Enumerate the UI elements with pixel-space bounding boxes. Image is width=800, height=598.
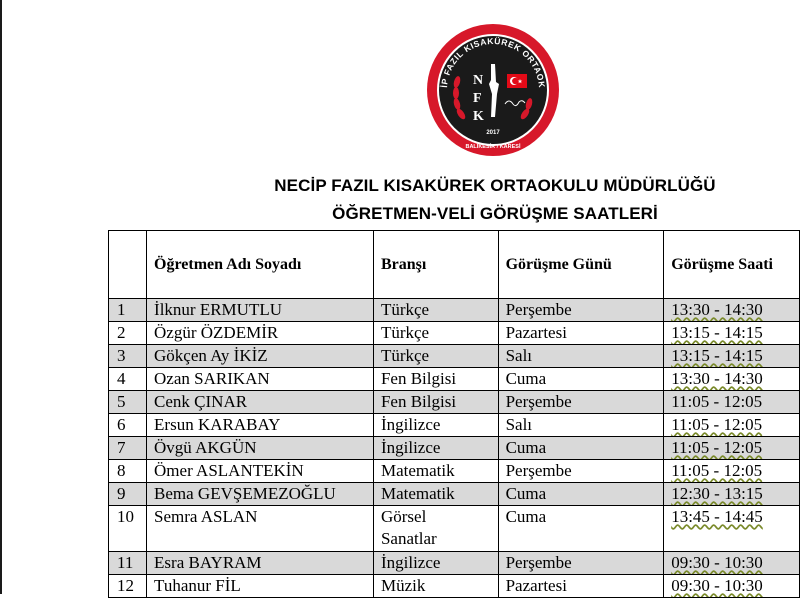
school-directorate-title: NECİP FAZIL KISAKÜREK ORTAOKULU MÜDÜRLÜĞÜ — [274, 176, 716, 195]
meeting-time — [664, 483, 800, 506]
svg-text:BALIKESİR / KARESİ: BALIKESİR / KARESİ — [465, 144, 521, 150]
teacher-branch: Müzik — [373, 575, 498, 598]
teacher-branch: Matematik — [373, 460, 498, 483]
meeting-time-text: 11:05 - 12:05 — [671, 461, 763, 480]
meeting-time-text: 11:05 - 12:05 — [671, 392, 763, 411]
teacher-branch: Türkçe — [373, 299, 498, 322]
row-number: 10 — [109, 506, 147, 552]
meeting-time — [664, 506, 800, 552]
table-row — [109, 391, 800, 414]
teacher-name: Ömer ASLANTEKİN — [147, 460, 374, 483]
teacher-branch: Matematik — [373, 483, 498, 506]
row-number: 11 — [109, 552, 147, 575]
teacher-name: Övgü AKGÜN — [147, 437, 374, 460]
teacher-branch: Türkçe — [373, 322, 498, 345]
table-row — [109, 506, 800, 552]
meeting-time-text: 09:30 - 10:30 — [671, 553, 763, 572]
table-row — [109, 368, 800, 391]
teacher-branch: Fen Bilgisi — [373, 391, 498, 414]
meeting-time-text: 13:30 - 14:30 — [671, 369, 763, 388]
table-row — [109, 414, 800, 437]
meeting-day: Perşembe — [498, 299, 664, 322]
meeting-day: Perşembe — [498, 460, 664, 483]
teacher-name: Ersun KARABAY — [147, 414, 374, 437]
meeting-day: Pazartesi — [498, 575, 664, 598]
meeting-time — [664, 460, 800, 483]
svg-text:F: F — [473, 91, 482, 106]
row-number: 6 — [109, 414, 147, 437]
meeting-time-text: 13:15 - 14:15 — [671, 323, 763, 342]
row-number: 5 — [109, 391, 147, 414]
svg-text:K: K — [473, 109, 484, 124]
teacher-branch: İngilizce — [373, 437, 498, 460]
meeting-day: Cuma — [498, 437, 664, 460]
meeting-day: Salı — [498, 414, 664, 437]
teacher-name: Özgür ÖZDEMİR — [147, 322, 374, 345]
page-left-border — [0, 0, 2, 594]
table-row — [109, 483, 800, 506]
table-header-row — [109, 231, 800, 299]
column-header-teacher: Öğretmen Adı Soyadı — [147, 231, 374, 299]
teacher-name: İlknur ERMUTLU — [147, 299, 374, 322]
table-row — [109, 437, 800, 460]
meeting-day: Salı — [498, 345, 664, 368]
row-number: 2 — [109, 322, 147, 345]
meeting-time-text: 13:45 - 14:45 — [671, 507, 763, 526]
table-row — [109, 575, 800, 598]
row-number: 3 — [109, 345, 147, 368]
svg-text:2017: 2017 — [486, 130, 500, 136]
teacher-name: Esra BAYRAM — [147, 552, 374, 575]
meeting-day: Cuma — [498, 368, 664, 391]
teacher-branch: İngilizce — [373, 552, 498, 575]
meeting-time — [664, 368, 800, 391]
table-row — [109, 460, 800, 483]
row-number: 12 — [109, 575, 147, 598]
meeting-schedule-table — [108, 230, 800, 598]
row-number: 8 — [109, 460, 147, 483]
teacher-branch: Görsel Sanatlar — [373, 506, 498, 552]
meeting-time-text: 13:15 - 14:15 — [671, 346, 763, 365]
teacher-branch: İngilizce — [373, 414, 498, 437]
meeting-time — [664, 299, 800, 322]
column-header-number — [109, 231, 147, 299]
school-logo — [425, 22, 561, 158]
column-header-day: Görüşme Günü — [498, 231, 664, 299]
meeting-day: Pazartesi — [498, 322, 664, 345]
meeting-time-text: 09:30 - 10:30 — [671, 576, 763, 595]
meeting-time-text: 13:30 - 14:30 — [671, 300, 763, 319]
meeting-time-text: 11:05 - 12:05 — [671, 415, 763, 434]
meeting-day: Perşembe — [498, 552, 664, 575]
meeting-day: Cuma — [498, 506, 664, 552]
meeting-time — [664, 345, 800, 368]
meeting-day: Perşembe — [498, 391, 664, 414]
meeting-time — [664, 575, 800, 598]
meeting-time — [664, 437, 800, 460]
meeting-time — [664, 414, 800, 437]
teacher-branch: Türkçe — [373, 345, 498, 368]
schedule-title: ÖĞRETMEN-VELİ GÖRÜŞME SAATLERİ — [332, 204, 658, 223]
meeting-time — [664, 552, 800, 575]
column-header-branch: Branşı — [373, 231, 498, 299]
teacher-branch: Fen Bilgisi — [373, 368, 498, 391]
meeting-time — [664, 391, 800, 414]
meeting-time-text: 11:05 - 12:05 — [671, 438, 763, 457]
teacher-name: Semra ASLAN — [147, 506, 374, 552]
table-row — [109, 552, 800, 575]
table-row — [109, 345, 800, 368]
teacher-name: Cenk ÇINAR — [147, 391, 374, 414]
teacher-name: Bema GEVŞEMEZOĞLU — [147, 483, 374, 506]
row-number: 7 — [109, 437, 147, 460]
teacher-name: Tuhanur FİL — [147, 575, 374, 598]
school-logo-emblem — [425, 22, 561, 158]
row-number: 1 — [109, 299, 147, 322]
row-number: 9 — [109, 483, 147, 506]
svg-text:N: N — [473, 73, 484, 88]
meeting-time-text: 12:30 - 13:15 — [671, 484, 763, 503]
meeting-day: Cuma — [498, 483, 664, 506]
teacher-name: Gökçen Ay İKİZ — [147, 345, 374, 368]
meeting-time — [664, 322, 800, 345]
teacher-name: Ozan SARIKAN — [147, 368, 374, 391]
table-row — [109, 299, 800, 322]
column-header-time: Görüşme Saati — [664, 231, 800, 299]
table-row — [109, 322, 800, 345]
row-number: 4 — [109, 368, 147, 391]
svg-text:NECİP FAZIL KISAKÜREK ORTAOKUL: İP FAZIL KISAKÜREK ORTAOK — [439, 35, 548, 89]
